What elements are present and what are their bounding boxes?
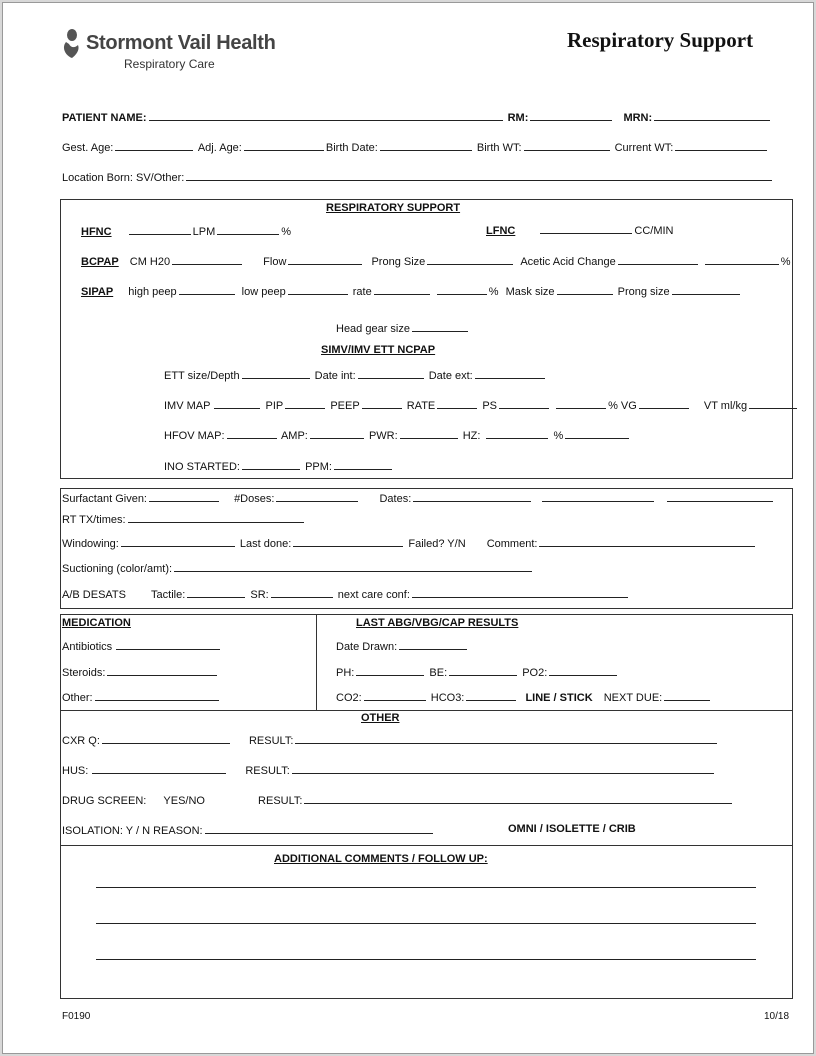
sr-label: SR: (250, 589, 269, 601)
ett-row (164, 368, 547, 383)
dates-field-3[interactable] (667, 491, 773, 502)
comment-label: Comment: (486, 538, 538, 550)
patient-name-row (62, 110, 772, 125)
ph-field[interactable] (356, 665, 424, 676)
ps-label: PS (482, 400, 498, 412)
pwr-label: PWR: (368, 430, 398, 442)
patient-name-label: PATIENT NAME: (62, 112, 147, 124)
head-gear-label: Head gear size (336, 323, 410, 335)
comments-section (60, 845, 793, 999)
lfnc-row (486, 223, 674, 238)
co2-field[interactable] (364, 690, 426, 701)
rm-label: RM: (507, 112, 529, 124)
surfactant-label: Surfactant Given: (62, 493, 147, 505)
lfnc-label: LFNC (486, 225, 516, 237)
bcpap-label: BCPAP (81, 256, 119, 268)
cm-h20-field[interactable] (172, 254, 242, 265)
mrn-field[interactable] (654, 110, 770, 121)
vt-label: VT ml/kg (703, 400, 748, 412)
steroids-label: Steroids: (62, 667, 106, 679)
birth-wt-label: Birth WT: (476, 142, 522, 154)
ino-started-field[interactable] (242, 459, 300, 470)
line-stick-label: LINE / STICK (525, 692, 593, 704)
stormont-vail-logo-icon (62, 28, 84, 60)
org-name: Stormont Vail Health (86, 32, 276, 54)
location-born-row (62, 170, 774, 185)
rt-tx-label: RT TX/times: (62, 514, 126, 526)
isolation-row (62, 823, 435, 838)
suctioning-row (62, 561, 534, 576)
mrn-label: MRN: (623, 112, 653, 124)
adj-age-field[interactable] (244, 140, 324, 151)
ph-label: PH: (336, 667, 355, 679)
date-drawn-field[interactable] (399, 639, 467, 650)
ett-size-field[interactable] (242, 368, 310, 379)
date-ext-field[interactable] (475, 368, 545, 379)
pct-label: % (281, 226, 292, 238)
acetic-acid-field[interactable] (618, 254, 698, 265)
hfov-pct-field[interactable] (565, 428, 629, 439)
hfnc-lpm-field[interactable] (129, 224, 191, 235)
lfnc-field[interactable] (540, 223, 632, 234)
imv-rate-field[interactable] (437, 398, 477, 409)
cxr-result-field[interactable] (295, 733, 717, 744)
comment-line-1[interactable] (96, 887, 756, 888)
other-med-field[interactable] (95, 690, 219, 701)
ps-field[interactable] (499, 398, 549, 409)
cxr-field[interactable] (102, 733, 230, 744)
rate-caps-label: RATE (406, 400, 436, 412)
hco3-label: HCO3: (430, 692, 465, 704)
form-id: F0190 (62, 1011, 91, 1022)
po2-field[interactable] (549, 665, 617, 676)
ab-desats-row (62, 587, 630, 602)
hus-field[interactable] (92, 763, 226, 774)
cm-h20-label: CM H20 (129, 256, 171, 268)
vg-field[interactable] (639, 398, 689, 409)
form-date: 10/18 (764, 1011, 790, 1022)
prong-size-label: Prong Size (371, 256, 426, 268)
imv-pct-field[interactable] (556, 398, 606, 409)
simv-heading: SIMV/IMV ETT NCPAP (321, 344, 436, 356)
cxr-label: CXR Q: (62, 735, 100, 747)
co2-row (336, 690, 712, 705)
isolation-label: ISOLATION: Y / N REASON: (62, 825, 203, 837)
sipap-label: SIPAP (81, 286, 114, 298)
sipap-pct-field[interactable] (437, 284, 487, 295)
be-field[interactable] (449, 665, 517, 676)
comment-line-2[interactable] (96, 923, 756, 924)
hus-row (62, 763, 716, 778)
next-due-field[interactable] (664, 690, 710, 701)
hfov-map-label: HFOV MAP: (164, 430, 225, 442)
pct-label: % (488, 286, 499, 298)
birth-date-field[interactable] (380, 140, 472, 151)
other-med-row (62, 690, 221, 705)
mask-size-label: Mask size (505, 286, 555, 298)
drug-screen-row (62, 793, 734, 808)
comment-line-3[interactable] (96, 959, 756, 960)
high-peep-field[interactable] (179, 284, 235, 295)
amp-label: AMP: (280, 430, 308, 442)
bcpap-row (81, 254, 791, 269)
location-born-label: Location Born: SV/Other: (62, 172, 185, 184)
rate-label: rate (352, 286, 372, 298)
hco3-field[interactable] (466, 690, 516, 701)
cxr-result-label: RESULT: (248, 735, 294, 747)
sipap-prong-size-field[interactable] (672, 284, 740, 295)
windowing-field[interactable] (121, 536, 235, 547)
hus-result-label: RESULT: (245, 765, 290, 777)
patient-age-row (62, 140, 769, 155)
birth-wt-field[interactable] (524, 140, 610, 151)
pct-label: % (780, 256, 791, 268)
medication-divider (316, 614, 317, 711)
date-drawn-row (336, 639, 469, 654)
peep-field[interactable] (362, 398, 402, 409)
pwr-field[interactable] (400, 428, 458, 439)
respiratory-support-heading: RESPIRATORY SUPPORT (326, 202, 461, 214)
hfnc-label: HFNC (81, 226, 112, 238)
hfov-map-field[interactable] (227, 428, 277, 439)
tactile-field[interactable] (187, 587, 245, 598)
mask-size-field[interactable] (557, 284, 613, 295)
birth-date-label: Birth Date: (325, 142, 378, 154)
cxr-row (62, 733, 719, 748)
ppm-label: PPM: (305, 461, 332, 473)
form-title: Respiratory Support (567, 28, 754, 52)
antibiotics-label: Antibiotics (62, 641, 113, 653)
be-label: BE: (429, 667, 448, 679)
rm-field[interactable] (530, 110, 612, 121)
cc-min-label: CC/MIN (634, 225, 674, 237)
date-drawn-label: Date Drawn: (336, 641, 398, 653)
last-done-label: Last done: (239, 538, 292, 550)
drug-result-label: RESULT: (258, 795, 303, 807)
other-heading: OTHER (361, 712, 400, 724)
next-care-label: next care conf: (337, 589, 410, 601)
head-gear-row (336, 321, 470, 336)
pct-label: % (553, 430, 564, 442)
antibiotics-field[interactable] (116, 639, 220, 650)
prong-size-field[interactable] (427, 254, 513, 265)
head-gear-field[interactable] (412, 321, 468, 332)
pip-field[interactable] (285, 398, 325, 409)
imv-row (164, 398, 799, 413)
hus-label: HUS: (62, 765, 89, 777)
ppm-field[interactable] (334, 459, 392, 470)
dates-field-2[interactable] (542, 491, 654, 502)
drug-screen-yes-no[interactable]: YES/NO (163, 795, 205, 807)
hfnc-row (81, 224, 291, 239)
tactile-label: Tactile: (151, 589, 186, 601)
windowing-label: Windowing: (62, 538, 119, 550)
lpm-label: LPM (192, 226, 216, 238)
ino-row (164, 459, 394, 474)
doses-label: #Doses: (234, 493, 275, 505)
omni-isolette-crib[interactable]: OMNI / ISOLETTE / CRIB (508, 823, 636, 835)
prong-size-label: Prong size (617, 286, 670, 298)
imv-map-label: IMV MAP (164, 400, 211, 412)
po2-label: PO2: (522, 667, 548, 679)
department-name: Respiratory Care (124, 57, 215, 71)
current-wt-field[interactable] (675, 140, 767, 151)
hfnc-pct-field[interactable] (217, 224, 279, 235)
rt-tx-field[interactable] (128, 512, 304, 523)
dates-label: Dates: (379, 493, 412, 505)
current-wt-label: Current WT: (614, 142, 674, 154)
abg-heading: LAST ABG/VBG/CAP RESULTS (356, 617, 519, 629)
date-int-field[interactable] (358, 368, 424, 379)
location-born-field[interactable] (186, 170, 772, 181)
rt-tx-row (62, 512, 306, 527)
ab-desats-label: A/B DESATS (62, 589, 126, 601)
hz-label: HZ: (462, 430, 481, 442)
next-care-field[interactable] (412, 587, 628, 598)
drug-result-field[interactable] (304, 793, 732, 804)
flow-field[interactable] (288, 254, 362, 265)
vg-label: % VG (608, 400, 637, 412)
comment-field[interactable] (539, 536, 755, 547)
co2-label: CO2: (336, 692, 362, 704)
acetic-acid-label: Acetic Acid Change (520, 256, 616, 268)
drug-screen-label: DRUG SCREEN: (62, 795, 147, 807)
high-peep-label: high peep (128, 286, 177, 298)
steroids-row (62, 665, 219, 680)
sipap-row (81, 284, 742, 299)
doses-field[interactable] (276, 491, 358, 502)
flow-label: Flow (263, 256, 287, 268)
amp-field[interactable] (310, 428, 364, 439)
hz-field[interactable] (486, 428, 548, 439)
adj-age-label: Adj. Age: (197, 142, 242, 154)
isolation-reason-field[interactable] (205, 823, 433, 834)
date-int-label: Date int: (314, 370, 356, 382)
windowing-row (62, 536, 757, 551)
low-peep-field[interactable] (288, 284, 348, 295)
antibiotics-row (62, 639, 222, 654)
vt-field[interactable] (749, 398, 797, 409)
steroids-field[interactable] (107, 665, 217, 676)
sr-field[interactable] (271, 587, 333, 598)
hus-result-field[interactable] (292, 763, 714, 774)
ett-size-label: ETT size/Depth (164, 370, 240, 382)
ph-row (336, 665, 619, 680)
next-due-label: NEXT DUE: (603, 692, 663, 704)
surfactant-row (62, 491, 775, 506)
imv-map-field[interactable] (214, 398, 260, 409)
gest-age-label: Gest. Age: (62, 142, 114, 154)
hfov-row (164, 428, 631, 443)
medication-heading: MEDICATION (62, 617, 131, 629)
date-ext-label: Date ext: (428, 370, 473, 382)
suctioning-label: Suctioning (color/amt): (62, 563, 173, 575)
dates-field-1[interactable] (413, 491, 531, 502)
patient-name-field[interactable] (149, 110, 503, 121)
suctioning-field[interactable] (174, 561, 532, 572)
low-peep-label: low peep (241, 286, 286, 298)
gest-age-field[interactable] (115, 140, 193, 151)
surfactant-field[interactable] (149, 491, 219, 502)
acetic-pct-field[interactable] (705, 254, 779, 265)
other-med-label: Other: (62, 692, 93, 704)
ino-started-label: INO STARTED: (164, 461, 240, 473)
rate-field[interactable] (374, 284, 430, 295)
pip-label: PIP (265, 400, 284, 412)
comments-heading: ADDITIONAL COMMENTS / FOLLOW UP: (274, 853, 488, 865)
last-done-field[interactable] (293, 536, 403, 547)
peep-label: PEEP (330, 400, 360, 412)
failed-label: Failed? Y/N (408, 538, 466, 550)
